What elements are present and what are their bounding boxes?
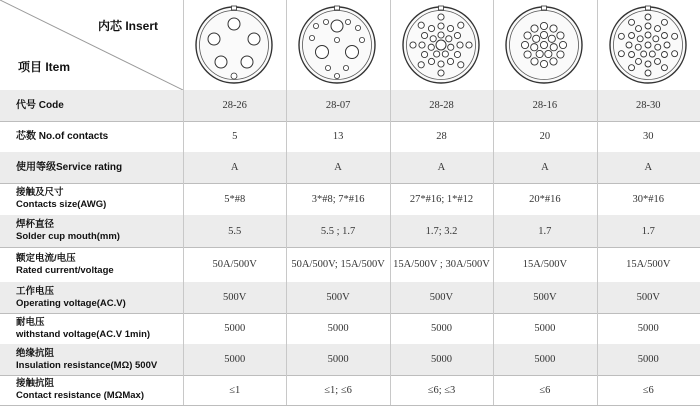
table-cell: 28-26 (222, 100, 247, 111)
row-label-primary: 代号 Code (16, 99, 64, 111)
table-cell: ≤6 (539, 384, 551, 396)
column-divider (183, 0, 184, 405)
table-cell: 5.5 ; 1.7 (320, 225, 356, 237)
table-cell: 5000 (534, 354, 556, 365)
insert-5-pin-diagram (183, 2, 286, 88)
row-label (0, 247, 183, 282)
table-cell: 5000 (224, 354, 246, 365)
table-cell: 5 (232, 131, 238, 142)
table-cell: 5.5 (228, 225, 242, 237)
row-label-secondary: Solder cup mouth(mm) (16, 231, 120, 242)
row-label-secondary: Operating voltage(AC.V) (16, 297, 126, 309)
table-cell: 5000 (637, 323, 659, 334)
table-cell: 20 (539, 131, 551, 142)
row-label-primary: 绝缘抗阻 (16, 347, 55, 359)
table-cell: A (334, 162, 342, 173)
insert-header-label: 内芯 Insert (98, 19, 159, 33)
table-cell: 500V (429, 292, 454, 303)
table-cell: 1.7; 3.2 (425, 225, 458, 237)
insert-20-pin-diagram (493, 2, 596, 88)
row-label (0, 282, 183, 313)
row-label (0, 344, 183, 375)
table-cell: 5000 (430, 323, 452, 334)
table-cell: ≤1; ≤6 (324, 384, 352, 396)
diagonal-divider (0, 0, 183, 90)
row-label (0, 183, 183, 215)
table-cell: ≤1 (229, 384, 241, 396)
table-cell: 28-16 (532, 100, 558, 111)
table-row (0, 152, 700, 183)
table-cell: 500V (533, 292, 557, 303)
row-label-secondary: Rated current/voltage (16, 264, 114, 276)
row-label-primary: 接触及尺寸 (16, 187, 64, 198)
row-label-primary: 额定电流/电压 (16, 252, 76, 264)
table-row (0, 121, 700, 152)
row-label-secondary: Contacts size(AWG) (16, 199, 107, 210)
table-cell: 5000 (224, 323, 246, 334)
row-label (0, 375, 183, 405)
insert-30-pin-diagram (597, 2, 700, 88)
table-cell: 5000 (430, 354, 452, 365)
insert-13-pin-diagram (286, 2, 389, 88)
table-cell: 500V (326, 292, 350, 303)
table-cell: A (644, 162, 653, 173)
table-cell: 500V (223, 292, 247, 303)
column-divider (390, 0, 391, 405)
row-label-secondary: withstand voltage(AC.V 1min) (16, 328, 151, 340)
table-cell: 15A/500V (626, 259, 671, 270)
column-divider (493, 0, 494, 405)
table-row (0, 247, 700, 282)
table-cell: A (437, 162, 446, 173)
row-label (0, 215, 183, 247)
row-label-primary: 使用等级Service rating (16, 161, 123, 173)
row-label-primary: 接触抗阻 (16, 378, 55, 389)
table-cell: 50A/500V (212, 259, 257, 270)
table-cell: 13 (332, 131, 344, 142)
insert-28-pin-diagram (390, 2, 493, 88)
table-cell: 20*#16 (529, 193, 561, 205)
table-row (0, 215, 700, 247)
column-divider (597, 0, 598, 405)
table-cell: A (230, 162, 239, 173)
table-cell: 5*#8 (224, 193, 246, 205)
table-cell: 5000 (327, 354, 349, 365)
row-label-primary: 耐电压 (16, 316, 45, 328)
row-label-primary: 工作电压 (16, 285, 55, 297)
table-cell: 28-28 (429, 100, 454, 111)
table-row (0, 90, 700, 121)
table-cell: 15A/500V (522, 259, 568, 270)
table-row (0, 313, 700, 344)
header-corner-cell (0, 0, 183, 90)
row-label-primary: 焊杯直径 (16, 219, 55, 230)
table-row (0, 344, 700, 375)
table-cell: ≤6 (642, 384, 654, 396)
table-cell: 28-30 (636, 100, 661, 111)
row-label-primary: 芯数 No.of contacts (16, 130, 109, 142)
table-cell: 50A/500V; 15A/500V (291, 259, 385, 270)
table-cell: 5000 (637, 354, 659, 365)
row-label (0, 313, 183, 344)
table-row (0, 282, 700, 313)
table-cell: 15A/500V ; 30A/500V (393, 259, 490, 270)
table-cell: 1.7 (538, 225, 552, 237)
column-divider (286, 0, 287, 405)
table-cell: 500V (636, 292, 660, 303)
table-cell: 28-07 (325, 100, 351, 111)
table-cell: 28 (436, 131, 447, 142)
row-label-secondary: Contact resistance (MΩMax) (16, 390, 144, 401)
table-cell: 27*#16; 1*#12 (409, 193, 474, 205)
row-label-secondary: Insulation resistance(MΩ) 500V (16, 359, 158, 371)
table-cell: ≤6; ≤3 (427, 384, 456, 396)
table-cell: 5000 (534, 323, 556, 334)
table-cell: A (541, 162, 549, 173)
row-label (0, 152, 183, 183)
table-row (0, 375, 700, 405)
table-cell: 3*#8; 7*#16 (311, 193, 365, 205)
row-label (0, 121, 183, 152)
row-label (0, 90, 183, 121)
table-cell: 5000 (327, 323, 349, 334)
table-cell: 1.7 (641, 225, 655, 237)
item-header-label: 项目 Item (18, 60, 71, 74)
table-cell: 30 (643, 131, 654, 142)
table-cell: 30*#16 (632, 193, 664, 205)
table-row (0, 183, 700, 215)
